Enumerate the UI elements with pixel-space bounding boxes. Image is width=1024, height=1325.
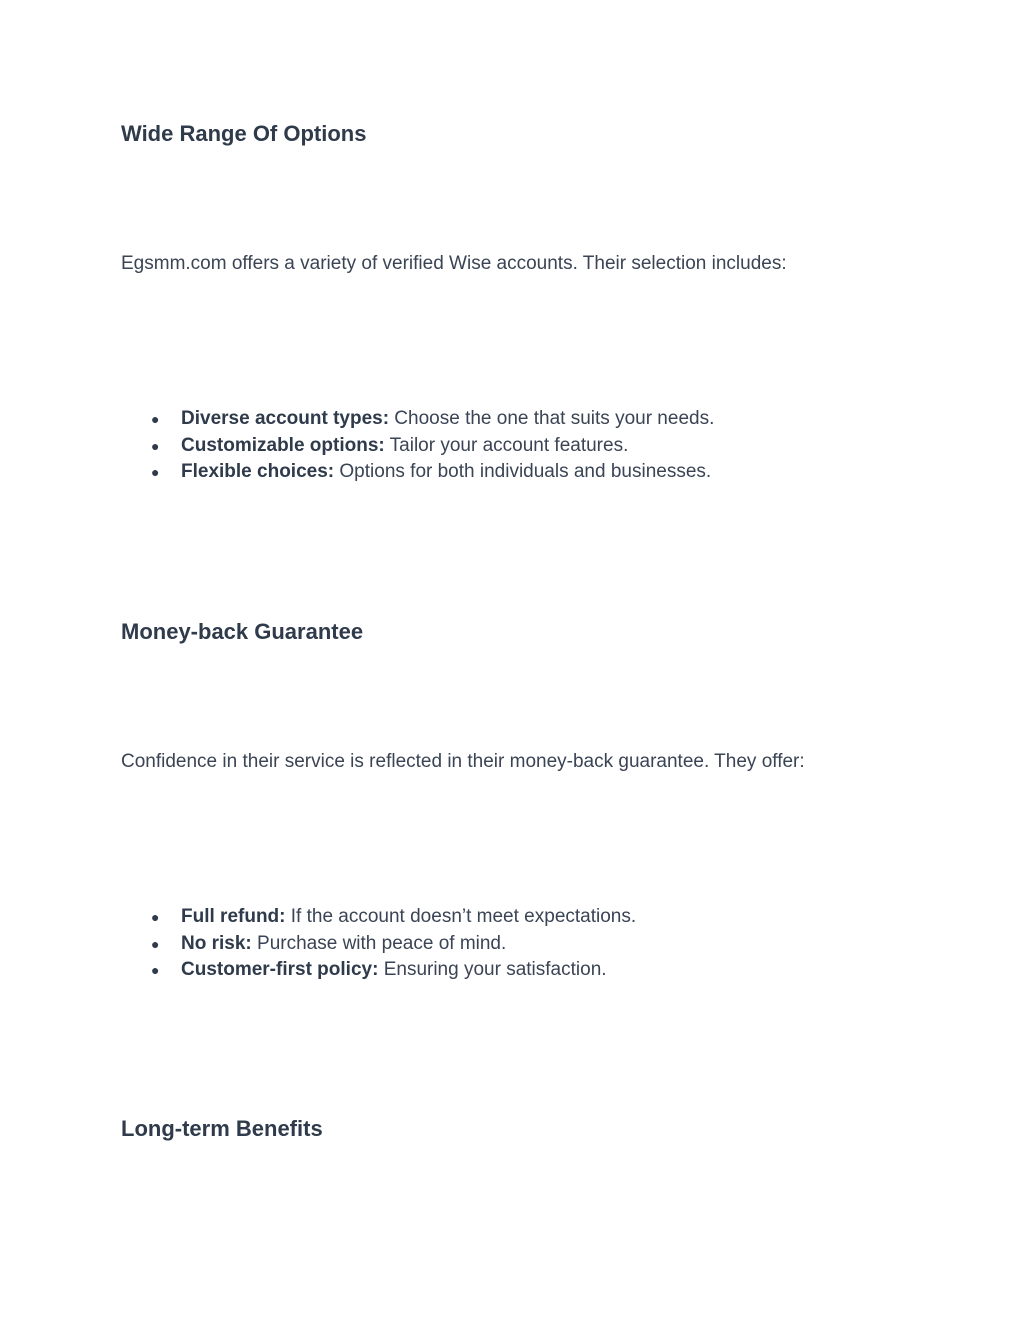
list-item-description: Ensuring your satisfaction.	[378, 959, 607, 980]
list-item-description: Options for both individuals and businesses.	[334, 461, 712, 482]
list-item	[121, 406, 714, 433]
bullet-icon: ●	[151, 464, 160, 480]
list-item	[121, 904, 636, 931]
list-item-term: Full refund:	[181, 906, 286, 927]
bullet-icon: ●	[151, 909, 160, 925]
list-item	[121, 931, 636, 958]
list-item-term: Customer-first policy:	[181, 959, 379, 980]
list-item	[121, 433, 714, 460]
bullet-icon: ●	[151, 935, 160, 952]
list-item-description: If the account doesn’t meet expectations.	[285, 906, 637, 927]
bullet-list-money-back	[121, 904, 636, 984]
section-paragraph-money-back: Confidence in their service is reflected in their money-back guarantee. They offer:	[121, 751, 805, 772]
list-item-term: Diverse account types:	[181, 408, 390, 429]
section-heading-long-term: Long-term Benefits	[121, 1116, 323, 1141]
list-item-term: Customizable options:	[181, 434, 385, 456]
bullet-icon: ●	[151, 411, 160, 427]
list-item-term: Flexible choices:	[181, 461, 335, 482]
bullet-icon: ●	[151, 962, 160, 978]
list-item-description: Tailor your account features.	[384, 434, 629, 456]
section-heading-money-back: Money-back Guarantee	[121, 619, 364, 644]
bullet-icon: ●	[151, 437, 160, 454]
section-heading-wide-range: Wide Range Of Options	[121, 121, 367, 146]
list-item	[121, 957, 636, 984]
list-item-description: Choose the one that suits your needs.	[389, 408, 715, 429]
section-paragraph-wide-range: Egsmm.com offers a variety of verified Wise accounts. Their selection includes:	[121, 253, 787, 274]
list-item-term: No risk:	[181, 932, 252, 954]
list-item-description: Purchase with peace of mind.	[251, 932, 507, 954]
bullet-list-wide-range	[121, 406, 714, 486]
list-item	[121, 459, 714, 486]
